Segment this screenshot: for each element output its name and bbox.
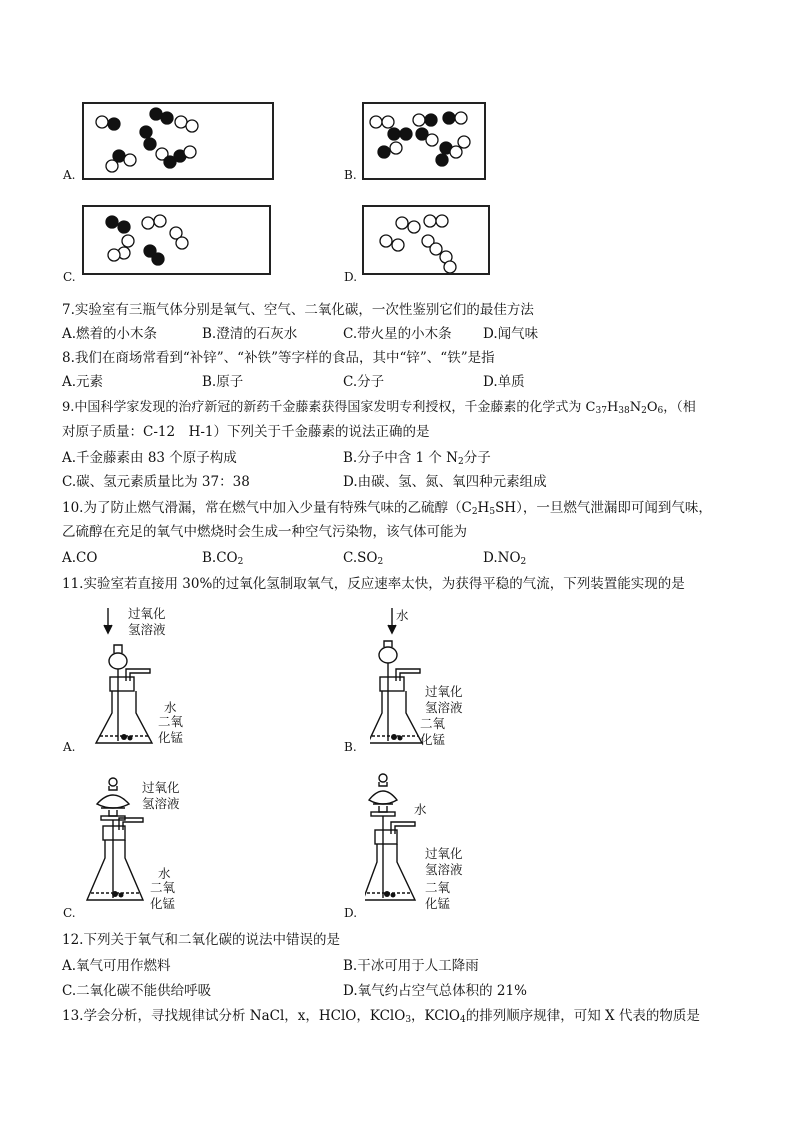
q12-option-c: C.二氧化碳不能供给呼吸 bbox=[62, 983, 212, 999]
q6-box-c bbox=[82, 205, 271, 275]
q9-stem-text: 9.中国科学家发现的治疗新冠的新药千金藤素获得国家发明专利授权，千金藤素的化学式为 C bbox=[62, 400, 596, 415]
q12-option-d: D.氧气约占空气总体积的 21% bbox=[343, 983, 527, 999]
q8-option-a: A.元素 bbox=[62, 374, 104, 390]
q10-stem-line2: 乙硫醇在充足的氧气中燃烧时会生成一种空气污染物，该气体可能为 bbox=[62, 524, 467, 540]
q6-label-b: B. bbox=[344, 168, 357, 182]
q8-stem: 8.我们在商场常看到“补锌”、“补铁”等字样的食品，其中“锌”、“铁”是指 bbox=[62, 350, 495, 366]
q9-sub-c: 37 bbox=[595, 406, 607, 416]
q12-option-a: A.氧气可用作燃料 bbox=[62, 958, 171, 974]
q11-d-mno2-label bbox=[425, 880, 450, 912]
q10-option-a-text: A.CO bbox=[62, 550, 98, 566]
q7-option-c: C.带火星的小木条 bbox=[343, 326, 452, 342]
q11-stem: 11.实验室若直接用 30%的过氧化氢制取氧气，反应速率太快，为获得平稳的气流，下列装置能实现的是 bbox=[62, 576, 685, 592]
q7-option-a: A.燃着的小木条 bbox=[62, 326, 158, 342]
q11-b-h2o2-line2: 氢溶液 bbox=[425, 700, 463, 715]
q9-stem-tail: ，（相 bbox=[663, 400, 696, 415]
q10-stem-end: SH），一旦燃气泄漏即可闻到气味， bbox=[495, 500, 712, 516]
q11-c-h2o2-line1: 过氧化 bbox=[142, 780, 180, 795]
q10-option-a bbox=[62, 548, 97, 568]
q11-c-mno2-label bbox=[150, 880, 175, 912]
q9-sub-h: 38 bbox=[618, 406, 630, 416]
q7-option-b: B.澄清的石灰水 bbox=[202, 326, 298, 342]
q11-d-mno2-line2: 化锰 bbox=[425, 896, 451, 911]
q11-c-h2o2-label bbox=[142, 780, 180, 812]
q9-formula-n: N bbox=[629, 400, 642, 415]
q11-a-mno2-line1: 二氧 bbox=[158, 714, 184, 729]
q6-label-d: D. bbox=[344, 270, 358, 284]
q9-sub-n: 2 bbox=[641, 406, 647, 416]
molecule-diagram-a bbox=[84, 104, 272, 178]
q13-sub-1: 3 bbox=[405, 1015, 412, 1025]
q6-box-d bbox=[362, 205, 490, 275]
q9-formula-o: O bbox=[646, 400, 658, 415]
q10-formula-h: H bbox=[477, 500, 490, 516]
q11-label-d: D. bbox=[344, 906, 358, 920]
q13-stem-b: ，KClO bbox=[411, 1008, 460, 1024]
q9-option-b bbox=[343, 448, 491, 472]
q9-option-c: C.碳、氢元素质量比为 37：38 bbox=[62, 474, 250, 490]
q11-a-mno2-label bbox=[158, 714, 183, 746]
q9-option-b-sub: 2 bbox=[458, 457, 464, 467]
q10-stem-a: 10.为了防止燃气滑漏，常在燃气中加入少量有特殊气味的乙硫醇（C bbox=[62, 500, 472, 516]
q11-b-h2o2-line1: 过氧化 bbox=[425, 684, 463, 699]
q11-a-h2o2-line2: 氢溶液 bbox=[128, 622, 166, 637]
q6-box-a bbox=[82, 102, 274, 180]
q11-label-c: C. bbox=[63, 906, 76, 920]
q11-d-h2o2-line1: 过氧化 bbox=[425, 846, 463, 861]
q9-stem-line1 bbox=[62, 398, 696, 421]
q11-d-mno2-line1: 二氧 bbox=[425, 880, 451, 895]
q11-c-water-label: 水 bbox=[158, 866, 171, 881]
q10-option-d bbox=[483, 548, 526, 572]
q6-label-c: C. bbox=[63, 270, 76, 284]
q11-label-a: A. bbox=[63, 740, 76, 754]
q10-option-c-sub: 2 bbox=[377, 557, 384, 567]
q11-b-water-label: 水 bbox=[396, 608, 409, 623]
molecule-diagram-c bbox=[84, 207, 269, 273]
q10-option-c-text: C.SO bbox=[343, 550, 378, 566]
q13-stem-a: 13.学会分析，寻找规律试分析 NaCl，x，HClO，KClO bbox=[62, 1008, 406, 1024]
q10-stem-line1 bbox=[62, 498, 712, 522]
q11-b-mno2-line1: 二氧 bbox=[420, 716, 446, 731]
q12-option-b: B.干冰可用于人工降雨 bbox=[343, 958, 479, 974]
q11-b-mno2-line2: 化锰 bbox=[420, 732, 446, 747]
q11-a-mno2-line2: 化锰 bbox=[158, 730, 184, 745]
q9-formula-h: H bbox=[606, 400, 619, 415]
q11-b-h2o2-label bbox=[425, 684, 463, 716]
q13-sub-2: 4 bbox=[459, 1015, 466, 1025]
q9-option-a: A.千金藤素由 83 个原子构成 bbox=[62, 450, 237, 466]
q11-label-b: B. bbox=[344, 740, 357, 754]
q11-d-h2o2-line2: 氢溶液 bbox=[425, 862, 463, 877]
q11-a-h2o2-label bbox=[128, 606, 166, 638]
molecule-diagram-d bbox=[364, 207, 488, 273]
q9-sub-o: 6 bbox=[657, 406, 664, 416]
q13-stem bbox=[62, 1006, 700, 1030]
q11-c-mno2-line2: 化锰 bbox=[150, 896, 176, 911]
q7-option-d: D.闻气味 bbox=[483, 326, 539, 342]
molecule-diagram-b bbox=[364, 104, 484, 178]
q9-stem-line2: 对原子质量：C-12 H-1）下列关于千金藤素的说法正确的是 bbox=[62, 424, 430, 440]
q11-a-water-label: 水 bbox=[164, 700, 177, 715]
q8-option-c: C.分子 bbox=[343, 374, 385, 390]
q11-c-mno2-line1: 二氧 bbox=[150, 880, 176, 895]
q6-label-a: A. bbox=[63, 168, 76, 182]
q10-option-b-text: B.CO bbox=[202, 550, 238, 566]
q8-option-d: D.单质 bbox=[483, 374, 525, 390]
q11-b-mno2-label bbox=[420, 716, 445, 748]
q9-option-b-tail: 分子 bbox=[463, 450, 491, 466]
q12-stem: 12.下列关于氧气和二氧化碳的说法中错误的是 bbox=[62, 932, 340, 948]
q7-stem: 7.实验室有三瓶气体分别是氧气、空气、二氧化碳，一次性鉴别它们的最佳方法 bbox=[62, 302, 534, 318]
q10-sub-2: 5 bbox=[489, 507, 496, 517]
q10-option-d-sub: 2 bbox=[520, 557, 527, 567]
q9-option-d: D.由碳、氢、氮、氧四种元素组成 bbox=[343, 474, 547, 490]
q6-box-b bbox=[362, 102, 486, 180]
q11-a-h2o2-line1: 过氧化 bbox=[128, 606, 166, 621]
q11-d-water-label: 水 bbox=[414, 802, 427, 817]
q10-sub-1: 2 bbox=[471, 507, 478, 517]
q10-option-b-sub: 2 bbox=[237, 557, 244, 567]
q10-option-d-text: D.NO bbox=[483, 550, 521, 566]
q8-option-b: B.原子 bbox=[202, 374, 244, 390]
q10-option-b bbox=[202, 548, 243, 572]
q9-option-b-text: B.分子中含 1 个 N bbox=[343, 450, 458, 466]
q13-stem-c: 的排列顺序规律，可知 X 代表的物质是 bbox=[465, 1008, 700, 1024]
q11-c-h2o2-line2: 氢溶液 bbox=[142, 796, 180, 811]
q11-d-h2o2-label bbox=[425, 846, 463, 878]
q10-option-c bbox=[343, 548, 383, 572]
